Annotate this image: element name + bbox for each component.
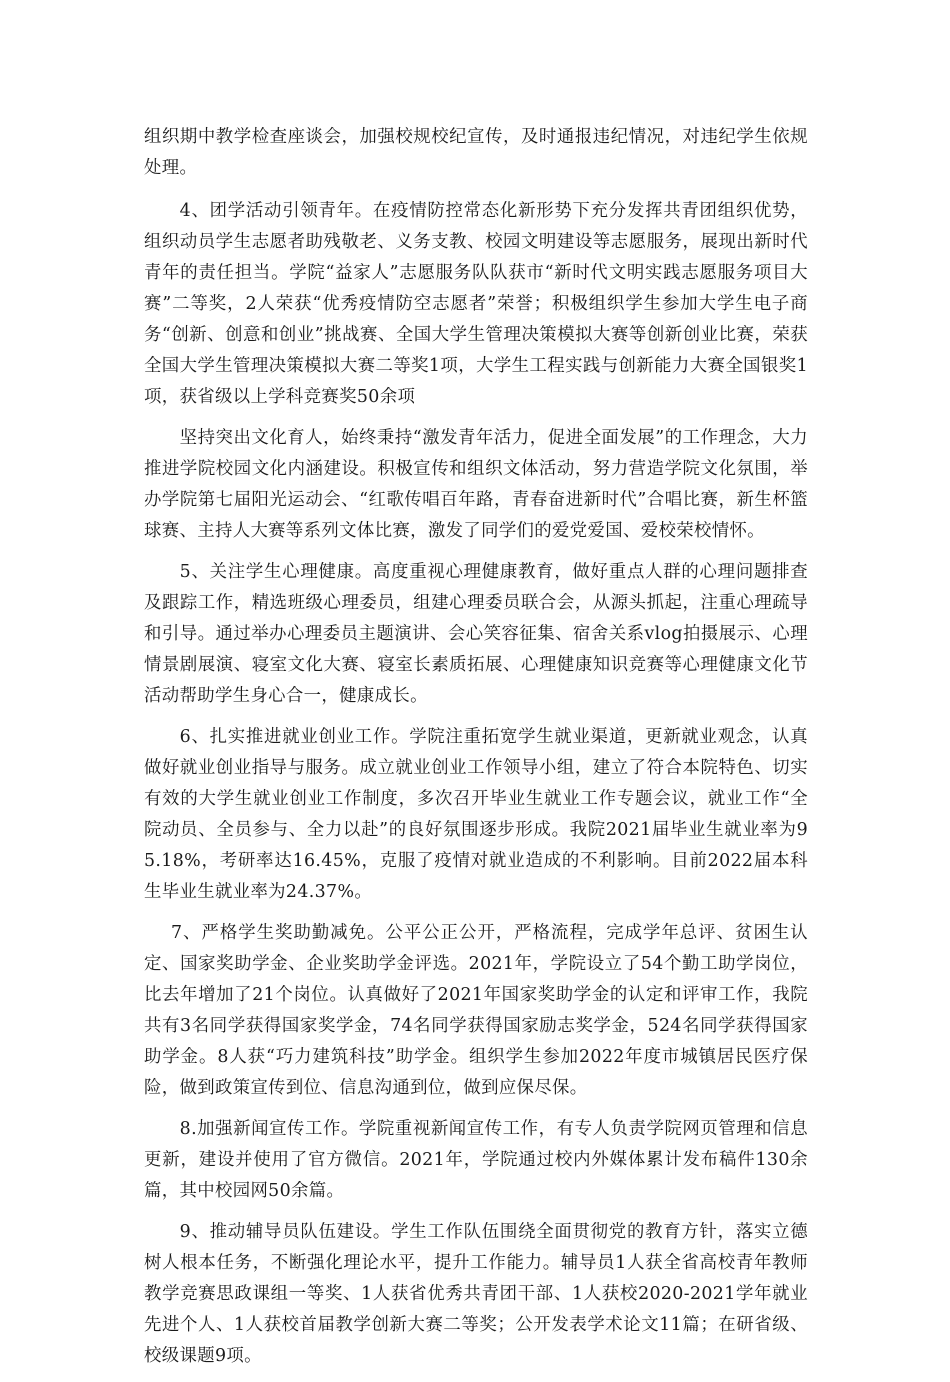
paragraph-mental-health: 5、关注学生心理健康。高度重视心理健康教育，做好重点人群的心理问题排查及跟踪工作，精选班级心理委员，组建心理委员联合会，从源头抓起，注重心理疏导和引导。通过举办心理委员主题演讲、会心笑容征集、宿舍关系vlog拍摄展示、心理情景剧展演、寝室文化大赛、寝室长素质拓展、心理健康知识竞赛等心理健康文化节活动帮助学生身心合一，健康成长。 [144,562,808,706]
paragraph-scholarships: 7、严格学生奖助勤减免。公平公正公开，严格流程，完成学年总评、贫困生认定、国家奖助学金、企业奖助学金评选。2021年，学院设立了54个勤工助学岗位，比去年增加了21个岗位。认真做好了2021年国家奖助学金的认定和评审工作，我院共有3名同学获得国家奖学金，74名同学获得国家励志奖学金，524名同学获得国家助学金。8人获“巧力建筑科技”助学金。组织学生参加2022年度市城镇居民医疗保险，做到政策宣传到位、信息沟通到位，做到应保尽保。 [144,923,808,1098]
document-body [144,122,808,1382]
paragraph-news-publicity: 8.加强新闻宣传工作。学院重视新闻宣传工作，有专人负责学院网页管理和信息更新，建设并使用了官方微信。2021年，学院通过校内外媒体累计发布稿件130余篇，其中校园网50余篇。 [144,1119,808,1201]
paragraph-employment: 6、扎实推进就业创业工作。学院注重拓宽学生就业渠道，更新就业观念，认真做好就业创业指导与服务。成立就业创业工作领导小组，建立了符合本院特色、切实有效的大学生就业创业工作制度，多次召开毕业生就业工作专题会议，就业工作“全院动员、全员参与、全力以赴”的良好氛围逐步形成。我院2021届毕业生就业率为95.18%，考研率达16.45%，克服了疫情对就业造成的不利影响。目前2022届本科生毕业生就业率为24.37%。 [144,727,808,902]
paragraph-cultural-education: 坚持突出文化育人，始终秉持“激发青年活力，促进全面发展”的工作理念，大力推进学院校园文化内涵建设。积极宣传和组织文体活动，努力营造学院文化氛围，举办学院第七届阳光运动会、“红歌传唱百年路，青春奋进新时代”合唱比赛，新生杯篮球赛、主持人大赛等系列文体比赛，激发了同学们的爱党爱国、爱校荣校情怀。 [144,428,808,541]
paragraph-continuation: 组织期中教学检查座谈会，加强校规校纪宣传，及时通报违纪情况，对违纪学生依规处理。 [144,127,808,178]
paragraph-counselor-team: 9、推动辅导员队伍建设。学生工作队伍围绕全面贯彻党的教育方针，落实立德树人根本任务，不断强化理论水平，提升工作能力。辅导员1人获全省高校青年教师教学竞赛思政课组一等奖、1人获省优秀共青团干部、1人获校2020-2021学年就业先进个人、1人获校首届教学创新大赛二等奖；公开发表学术论文11篇；在研省级、校级课题9项。 [144,1222,808,1366]
paragraph-youth-league-activities: 4、团学活动引领青年。在疫情防控常态化新形势下充分发挥共青团组织优势，组织动员学生志愿者助残敬老、义务支教、校园文明建设等志愿服务，展现出新时代青年的责任担当。学院“益家人”志愿服务队队获市“新时代文明实践志愿服务项目大赛”二等奖，2人荣获“优秀疫情防空志愿者”荣誉；积极组织学生参加大学生电子商务“创新、创意和创业”挑战赛、全国大学生管理决策模拟大赛等创新创业比赛，荣获全国大学生管理决策模拟大赛二等奖1项，大学生工程实践与创新能力大赛全国银奖1项，获省级以上学科竞赛奖50余项 [144,201,808,407]
